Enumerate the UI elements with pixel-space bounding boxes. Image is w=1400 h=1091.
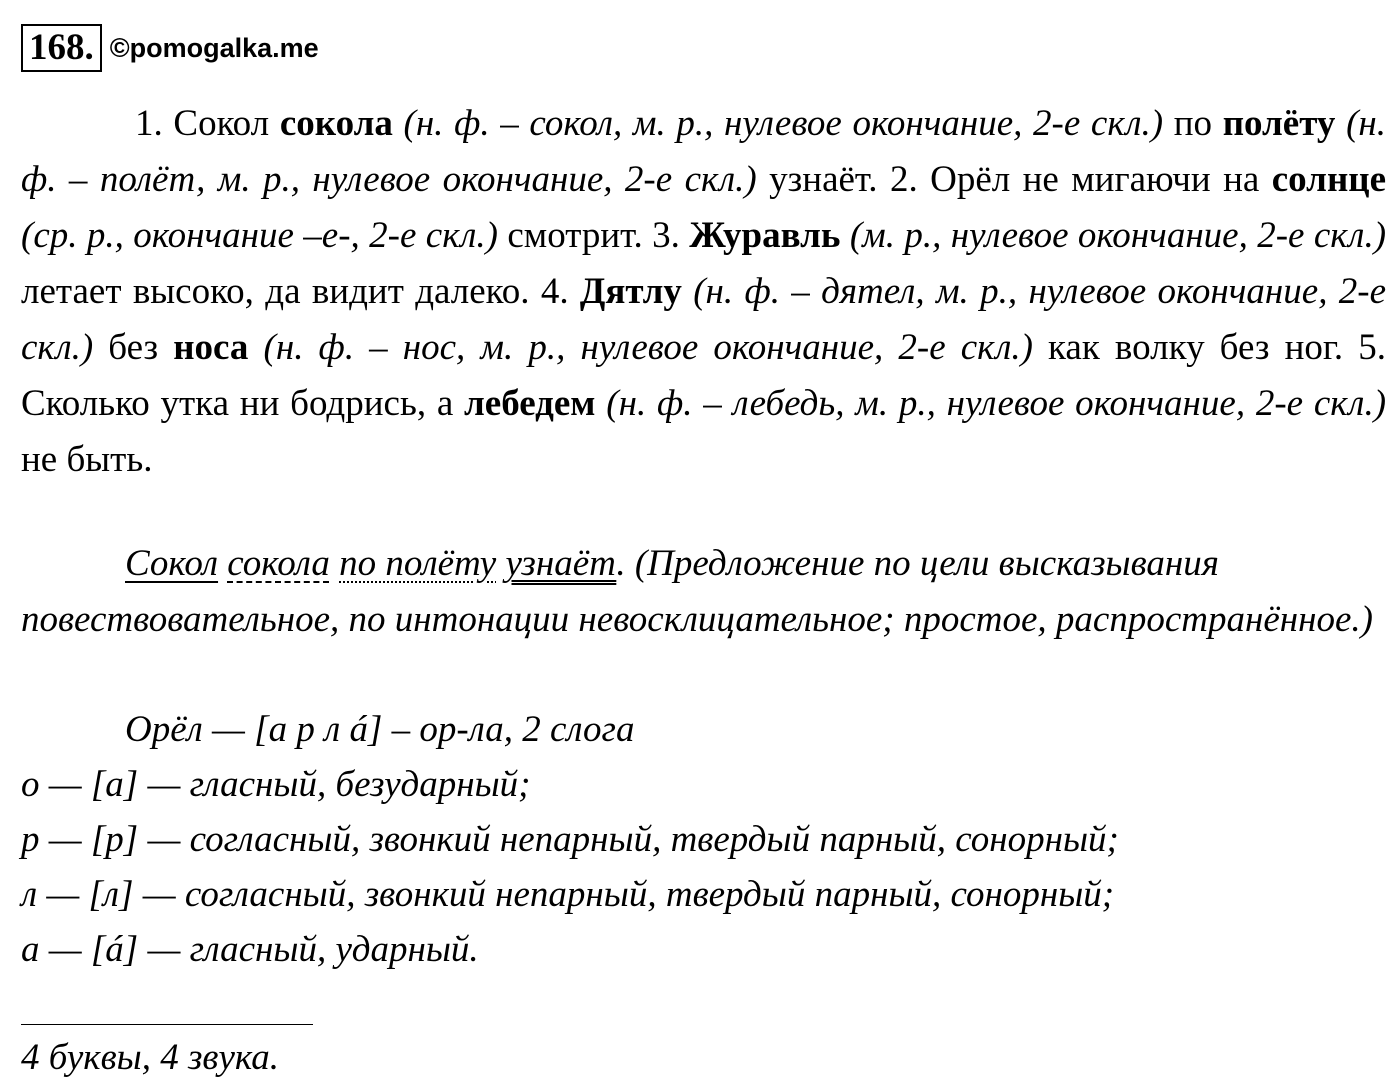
note-poletu: (н. ф. – полёт, м. р., нулевое окончание, 2-е скл.) xyxy=(21,103,1387,200)
phonetic-head: Орёл — [а р л á] – ор-ла, 2 слога xyxy=(125,709,635,750)
exercise-header xyxy=(21,24,319,72)
exercise-number: 168. xyxy=(21,24,102,72)
noun-sokola: сокола xyxy=(279,103,393,144)
adverbial-phrase: по полёту xyxy=(339,543,497,584)
text-run: по xyxy=(1163,103,1223,144)
phonetic-line: о — [а] — гласный, безударный; xyxy=(21,764,531,805)
note-sokola: (н. ф. – сокол, м. р., нулевое окончание, 2-е скл.) xyxy=(403,103,1164,144)
footer-summary: 4 буквы, 4 звука. xyxy=(21,1037,280,1078)
text-run: как волку без ног. 5. Сколько утка ни бодрись, а xyxy=(21,327,1387,424)
sentence-analysis-paragraph xyxy=(21,536,1386,648)
object-word: сокола xyxy=(227,543,330,584)
note-dyatlu: (н. ф. – дятел, м. р., нулевое окончание, 2-е скл.) xyxy=(21,271,1387,368)
text-run: 1. Сокол xyxy=(135,103,280,144)
note-nosa: (н. ф. – нос, м. р., нулевое окончание, 2-е скл.) xyxy=(263,327,1033,368)
noun-zhuravl: Журавль xyxy=(689,215,841,256)
footer-divider xyxy=(21,1024,313,1025)
noun-solnce: солнце xyxy=(1271,159,1387,200)
phonetic-line: а — [á] — гласный, ударный. xyxy=(21,929,479,970)
note-zhuravl: (м. р., нулевое окончание, 2-е скл.) xyxy=(849,215,1387,256)
noun-poletu: полёту xyxy=(1222,103,1336,144)
sentence-characteristics: . (Предложение по цели высказывания повествовательное, по интонации невосклицательное; простое, распространённое.) xyxy=(21,543,1373,640)
phonetic-line: л — [л] — согласный, звонкий непарный, твердый парный, сонорный; xyxy=(21,874,1115,915)
noun-nosa: носа xyxy=(173,327,249,368)
text-run: узнаёт. 2. Орёл не мигаючи на xyxy=(756,159,1272,200)
predicate-word: узнаёт xyxy=(505,543,617,584)
phonetic-line: р — [р] — согласный, звонкий непарный, твердый парный, сонорный; xyxy=(21,819,1119,860)
noun-dyatlu: Дятлу xyxy=(579,271,682,312)
noun-lebedem: лебедем xyxy=(464,383,596,424)
proverbs-paragraph xyxy=(21,96,1386,488)
text-run: летает высоко, да видит далеко. 4. xyxy=(21,271,580,312)
note-lebedem: (н. ф. – лебедь, м. р., нулевое окончание, 2-е скл.) xyxy=(606,383,1387,424)
site-watermark: ©pomogalka.me xyxy=(109,32,319,63)
subject-word: Сокол xyxy=(125,543,219,584)
text-run: не быть. xyxy=(21,439,153,480)
note-solnce: (ср. р., окончание –е-, 2-е скл.) xyxy=(21,215,498,256)
text-run: смотрит. 3. xyxy=(497,215,690,256)
text-run: без xyxy=(93,327,174,368)
